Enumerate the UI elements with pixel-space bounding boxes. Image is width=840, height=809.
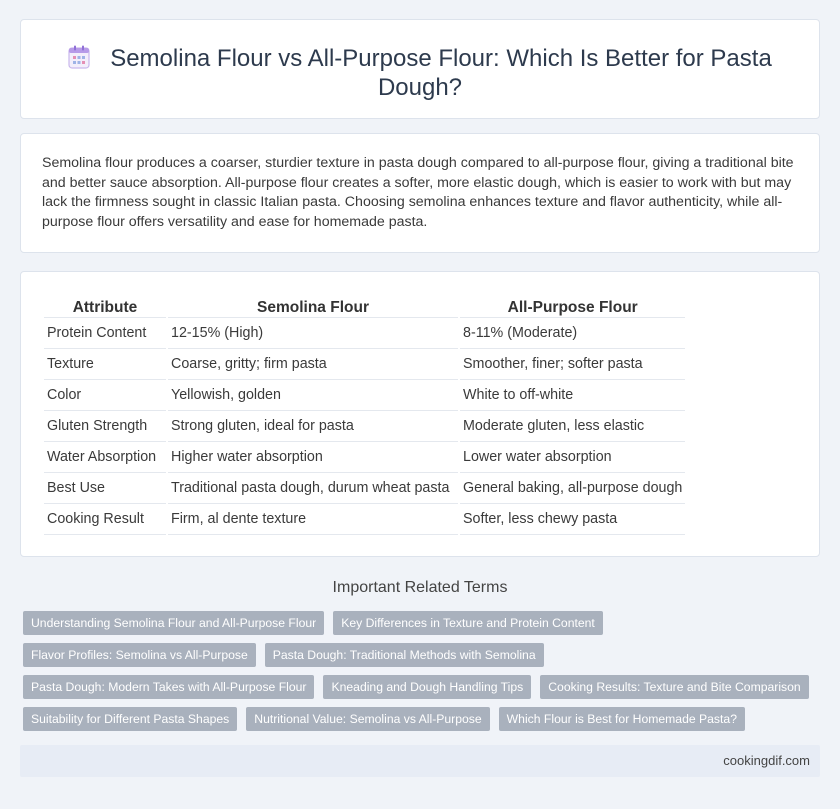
intro-paragraph: Semolina flour produces a coarser, sturdier texture in pasta dough compared to all-purpose flour, giving a traditional bite and better sauce absorption. All-purpose flour creates a softer, more elastic dough, which is easier to work with but may lack the firmness sought in classic Italian pasta. Choosing semolina enhances texture and flavor authenticity, while all-purpose flour offers versatility and ease for homemade pasta. (42, 155, 794, 230)
related-term-tag[interactable]: Pasta Dough: Modern Takes with All-Purpose Flour (23, 675, 314, 699)
table-cell: Moderate gluten, less elastic (460, 411, 685, 442)
table-header-row (44, 296, 685, 318)
table-cell: Water Absorption (44, 442, 166, 473)
calendar-icon (68, 45, 90, 69)
table-cell: Higher water absorption (168, 442, 458, 473)
page-title: Semolina Flour vs All-Purpose Flour: Which Is Better for Pasta Dough? (110, 45, 772, 101)
table-row (44, 442, 685, 473)
column-header-semolina: Semolina Flour (168, 296, 458, 318)
comparison-table (42, 296, 687, 535)
table-cell: Firm, al dente texture (168, 504, 458, 535)
table-row (44, 411, 685, 442)
tag-row (23, 675, 813, 699)
table-cell: Softer, less chewy pasta (460, 504, 685, 535)
related-term-tag[interactable]: Cooking Results: Texture and Bite Comparison (540, 675, 808, 699)
table-cell: Gluten Strength (44, 411, 166, 442)
table-cell: General baking, all-purpose dough (460, 473, 685, 504)
column-header-attribute: Attribute (44, 296, 166, 318)
table-row (44, 473, 685, 504)
related-term-tag[interactable]: Suitability for Different Pasta Shapes (23, 707, 237, 731)
table-cell: Strong gluten, ideal for pasta (168, 411, 458, 442)
table-cell: Protein Content (44, 318, 166, 349)
tag-row (23, 611, 813, 635)
table-cell: Texture (44, 349, 166, 380)
footer-site-link[interactable]: cookingdif.com (723, 753, 810, 768)
related-term-tag[interactable]: Which Flour is Best for Homemade Pasta? (499, 707, 745, 731)
title-card (20, 19, 820, 119)
related-term-tag[interactable]: Understanding Semolina Flour and All-Purpose Flour (23, 611, 324, 635)
tag-row (23, 643, 813, 667)
table-cell: White to off-white (460, 380, 685, 411)
table-cell: Coarse, gritty; firm pasta (168, 349, 458, 380)
table-cell: Lower water absorption (460, 442, 685, 473)
table-row (44, 318, 685, 349)
table-cell: Best Use (44, 473, 166, 504)
table-cell: Yellowish, golden (168, 380, 458, 411)
related-term-tag[interactable]: Nutritional Value: Semolina vs All-Purpose (246, 707, 489, 731)
table-cell: Traditional pasta dough, durum wheat pasta (168, 473, 458, 504)
related-term-tag[interactable]: Pasta Dough: Traditional Methods with Semolina (265, 643, 544, 667)
comparison-card (20, 271, 820, 557)
related-terms-heading: Important Related Terms (332, 579, 508, 596)
table-row (44, 504, 685, 535)
tag-row (23, 707, 813, 731)
table-row (44, 349, 685, 380)
table-cell: Cooking Result (44, 504, 166, 535)
table-cell: Color (44, 380, 166, 411)
table-row (44, 380, 685, 411)
related-terms-list (23, 611, 813, 739)
table-cell: Smoother, finer; softer pasta (460, 349, 685, 380)
related-term-tag[interactable]: Flavor Profiles: Semolina vs All-Purpose (23, 643, 256, 667)
related-term-tag[interactable]: Key Differences in Texture and Protein Content (333, 611, 603, 635)
column-header-all-purpose: All-Purpose Flour (460, 296, 685, 318)
footer (20, 745, 820, 777)
table-cell: 12-15% (High) (168, 318, 458, 349)
related-term-tag[interactable]: Kneading and Dough Handling Tips (323, 675, 531, 699)
table-cell: 8-11% (Moderate) (460, 318, 685, 349)
intro-card (20, 133, 820, 253)
title-wrap (61, 44, 779, 102)
